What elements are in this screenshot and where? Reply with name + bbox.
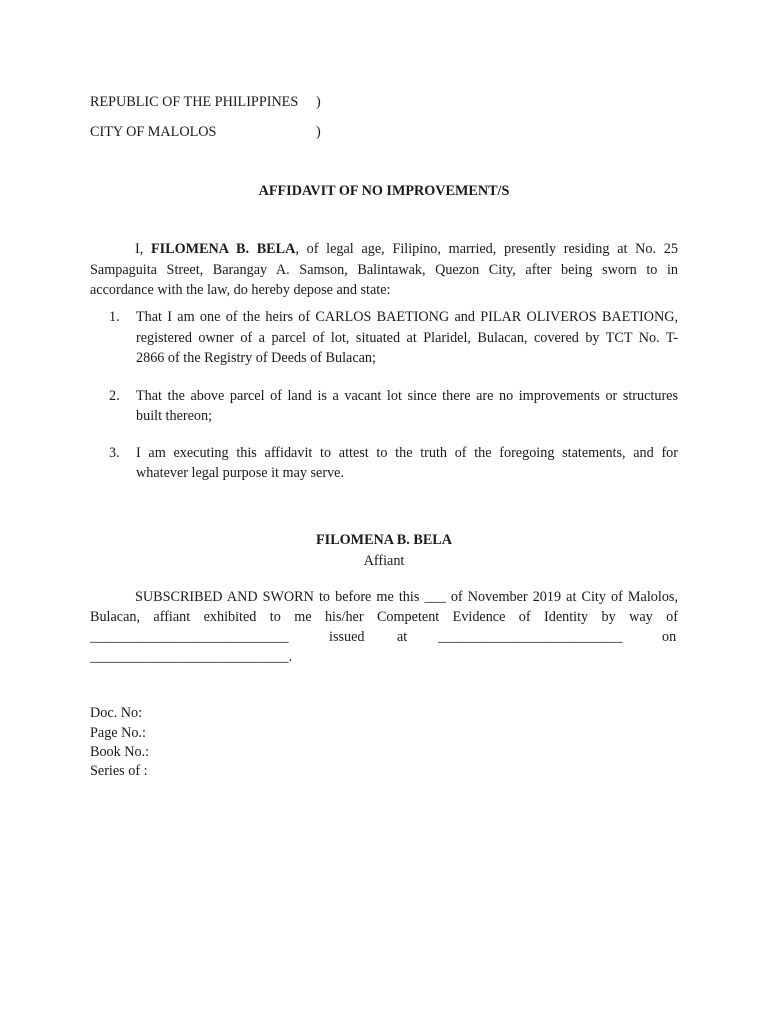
item-1-line-1: That I am one of the heirs of CARLOS BAETIONG and PILAR OLIVEROS BAETIONG, [136,309,678,325]
jurat-blank-place[interactable]: __________________________ [438,629,623,645]
item-3-line-2: whatever legal purpose it may serve. [136,465,345,481]
book-number-label: Book No.: [90,744,150,760]
venue-city-paren: ) [316,124,321,140]
intro-line-1: I, FILOMENA B. BELA, of legal age, Filipino, married, presently residing at No. 25 [135,241,678,257]
affiant-role: Affiant [363,553,405,569]
jurat-line-2: Bulacan, affiant exhibited to me his/her Competent Evidence of Identity by way of [90,609,678,625]
affiant-name-inline: FILOMENA B. BELA [151,241,296,257]
venue-city: CITY OF MALOLOS [90,124,217,140]
venue-republic: REPUBLIC OF THE PHILIPPINES [90,94,299,110]
jurat-at: at [397,629,408,645]
item-2-number: 2. [109,388,120,404]
intro-line-3: accordance with the law, do hereby depose and state: [90,282,391,298]
series-label: Series of : [90,763,148,779]
venue-republic-paren: ) [316,94,321,110]
jurat-line-1: SUBSCRIBED AND SWORN to before me this ___ of November 2019 at City of Malolos, [135,589,678,605]
item-3-number: 3. [109,445,120,461]
jurat-blank-id[interactable]: ____________________________ [90,629,289,645]
item-1-number: 1. [109,309,120,325]
jurat-on: on [662,629,677,645]
item-2-line-1: That the above parcel of land is a vacant lot since there are no improvements or structures [136,388,678,404]
document-title: AFFIDAVIT OF NO IMPROVEMENT/S [258,183,510,199]
item-3-line-1: I am executing this affidavit to attest to the truth of the foregoing statements, and for [136,445,678,461]
item-1-line-2: registered owner of a parcel of lot, situated at Plaridel, Bulacan, covered by TCT No. T- [136,330,678,346]
jurat-issued: issued [329,629,365,645]
item-1-line-3: 2866 of the Registry of Deeds of Bulacan; [136,350,376,366]
doc-number-label: Doc. No: [90,705,143,721]
intro-line-2: Sampaguita Street, Barangay A. Samson, Balintawak, Quezon City, after being sworn to in [90,262,678,278]
item-2-line-2: built thereon; [136,408,213,424]
jurat-blank-date[interactable]: ____________________________. [90,649,293,665]
affiant-signature-name: FILOMENA B. BELA [316,532,452,548]
page-number-label: Page No.: [90,725,146,741]
